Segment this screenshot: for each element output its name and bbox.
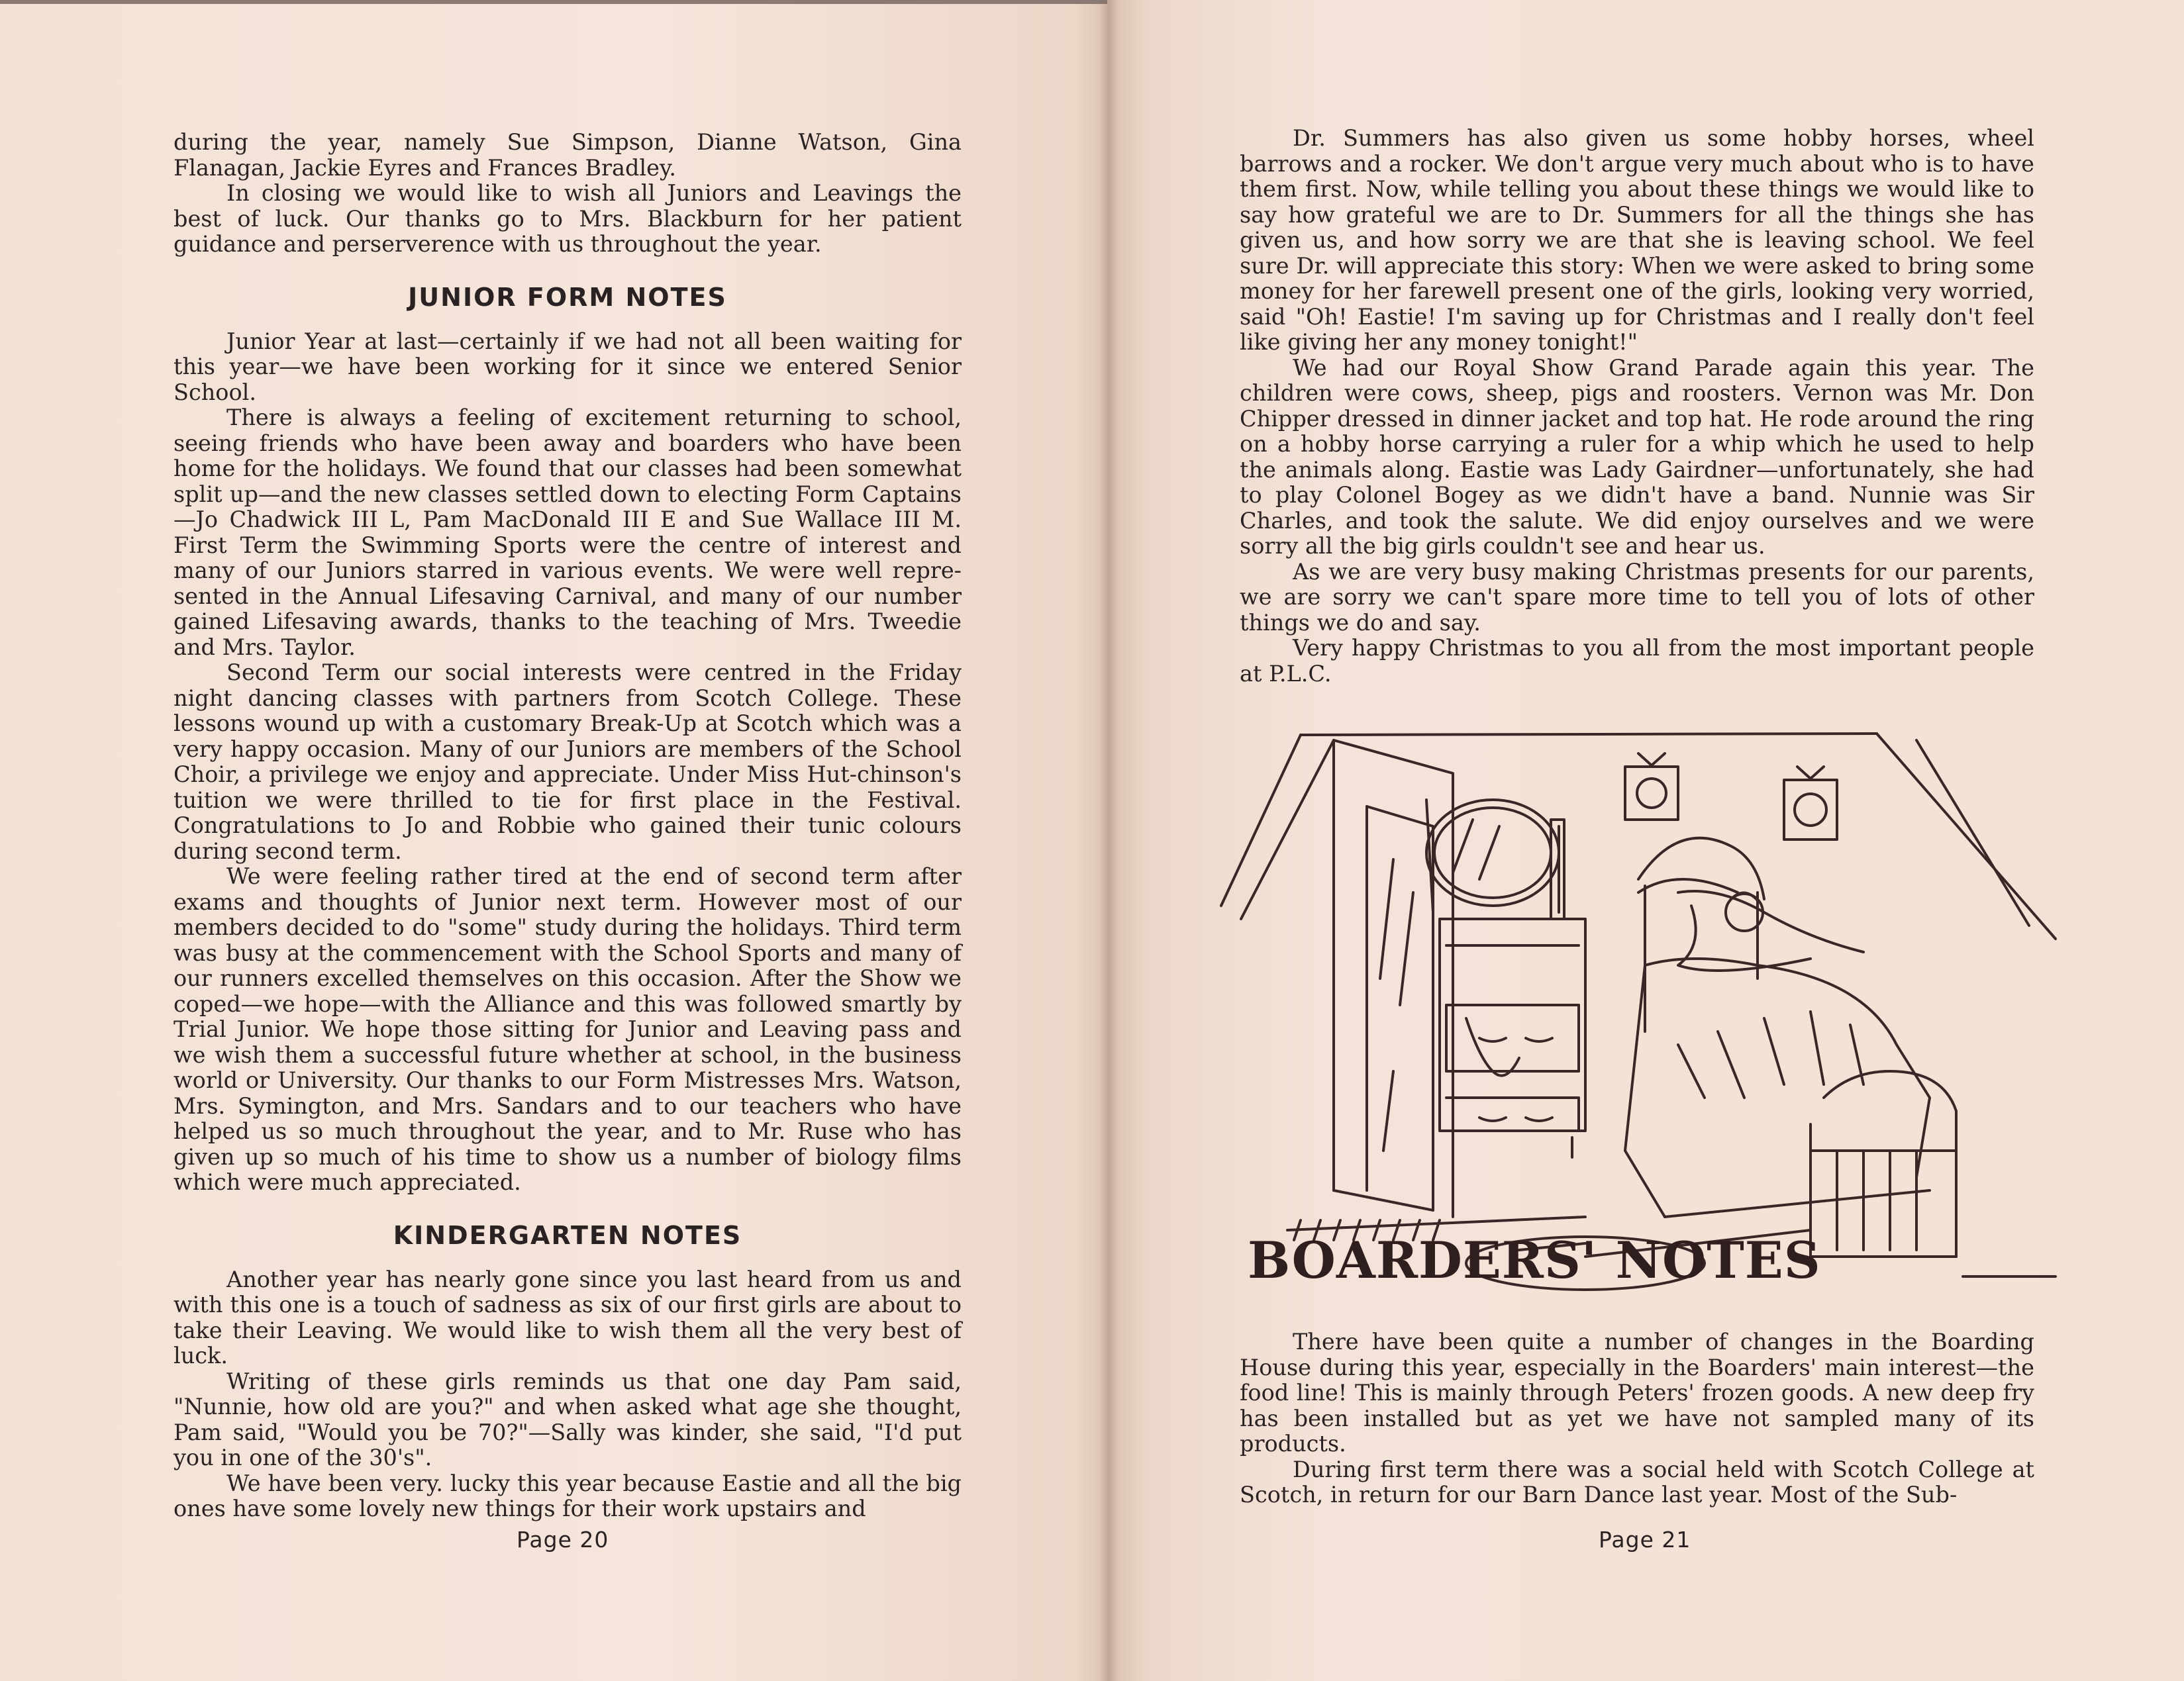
boarders-notes-illustration — [1215, 727, 2062, 1323]
kindergarten-notes-heading: KINDERGARTEN NOTES — [393, 1220, 742, 1250]
page-number-right: Page 21 — [1599, 1527, 1691, 1553]
kinder-paragraph: We have been very. lucky this year because Eastie and all the big ones have some lovely new things for their work upstairs and — [174, 1470, 962, 1521]
bedroom-sketch — [1215, 727, 2062, 1323]
boarders-notes-text — [1240, 1329, 2034, 1508]
right-paragraph: We had our Royal Show Grand Parade again this year. The children were cows, sheep, pigs and roosters. Vernon was Mr. Don Chipper dressed in dinner jacket and top hat. He rode around the ring on a hobby horse carrying a ruler for a whip which he used to help the animals along. Eastie was Lady Gairdner—unfortunately, she had to play Colonel Bogey as we didn't have a band. Nunnie was Sir Charles, and took the salute. We did enjoy ourselves and we were sorry all the big girls couldn't see and hear us. — [1240, 354, 2034, 559]
page-top-edge — [0, 0, 1107, 4]
intro-paragraph: In closing we would like to wish all Juniors and Leavings the best of luck. Our thanks go to Mrs. Blackburn for her patient guidance and perserverence with us throughout the year. — [174, 180, 962, 257]
kinder-paragraph: Writing of these girls reminds us that one day Pam said, "Nunnie, how old are you?" and when asked what age she thought, Pam said, "Would you be 70?"—Sally was kinder, she said, "I'd put you in one of the 30's". — [174, 1368, 962, 1470]
intro-paragraph: during the year, namely Sue Simpson, Dianne Watson, Gina Flanagan, Jackie Eyres and Frances Bradley. — [174, 129, 962, 181]
right-paragraph: Very happy Christmas to you all from the most important people at P.L.C. — [1240, 635, 2034, 687]
junior-paragraph: Second Term our social interests were centred in the Friday night dancing classes with partners from Scotch College. These lessons wound up with a customary Break-Up at Scotch which was a very happy occasion. Many of our Juniors are members of the School Choir, a privilege we enjoy and appreciate. Under Miss Hut-chinson's tuition we were thrilled to tie for first place in the Festival. Congratulations to Jo and Robbie who gained their tunic colours during second term. — [174, 659, 962, 864]
book-gutter — [1099, 0, 1118, 1681]
boarders-notes-title: BOARDERS' NOTES — [1248, 1231, 1821, 1290]
junior-paragraph: There is always a feeling of excitement returning to school, seeing friends who have been away and boarders who have been home for the holidays. We found that our classes had been somewhat split up—and the new classes settled down to electing Form Captains —Jo Chadwick III L, Pam MacDonald III E and Sue Wallace III M. First Term the Swimming Sports were the centre of interest and many of our Juniors starred in various events. We were well repre-sented in the Annual Lifesaving Carnival, and many of our number gained Lifesaving awards, thanks to the teaching of Mrs. Tweedie and Mrs. Taylor. — [174, 405, 962, 660]
junior-form-notes-heading: JUNIOR FORM NOTES — [408, 282, 727, 312]
junior-paragraph: We were feeling rather tired at the end of second term after exams and thoughts of Junior next term. However most of our members decided to do "some" study during the holidays. Third term was busy at the commencement with the School Sports and many of our runners excelled themselves on this occasion. After the Show we coped—we hope—with the Alliance and this was followed smartly by Trial Junior. We hope those sitting for Junior and Leaving pass and we wish them a successful future whether at school, in the business world or University. Our thanks to our Form Mistresses Mrs. Watson, Mrs. Symington, and Mrs. Sandars and to our teachers who have helped us so much throughout the year, and to Mr. Ruse who has given up so much of his time to show us a number of biology films which were much appreciated. — [174, 863, 962, 1195]
right-paragraph: Dr. Summers has also given us some hobby horses, wheel barrows and a rocker. We don't argue very much about who is to have them first. Now, while telling you about these things we would like to say how grateful we are to Dr. Summers for all the things she has given us, and how sorry we are that she is leaving school. We feel sure Dr. will appreciate this story: When we were asked to bring some money for her farewell present one of the girls, looking very worried, said "Oh! Eastie! I'm saving up for Christmas and I really don't feel like giving her any money tonight!" — [1240, 125, 2034, 355]
right-paragraph: As we are very busy making Christmas presents for our parents, we are sorry we can't spare more time to tell you of lots of other things we do and say. — [1240, 558, 2034, 636]
left-page-text — [174, 130, 962, 1522]
page-number-left: Page 20 — [517, 1527, 609, 1553]
kinder-paragraph: Another year has nearly gone since you last heard from us and with this one is a touch of sadness as six of our first girls are about to take their Leaving. We would like to wish them all the very best of luck. — [174, 1266, 962, 1369]
boarders-paragraph: There have been quite a number of changes in the Boarding House during this year, especially in the Boarders' main interest—the food line! This is mainly through Peters' frozen goods. A new deep fry has been installed but as yet we have not sampled many of its products. — [1240, 1329, 2034, 1457]
junior-paragraph: Junior Year at last—certainly if we had not all been waiting for this year—we have been working for it since we entered Senior School. — [174, 328, 962, 405]
boarders-paragraph: During first term there was a social held with Scotch College at Scotch, in return for our Barn Dance last year. Most of the Sub- — [1240, 1456, 2034, 1508]
